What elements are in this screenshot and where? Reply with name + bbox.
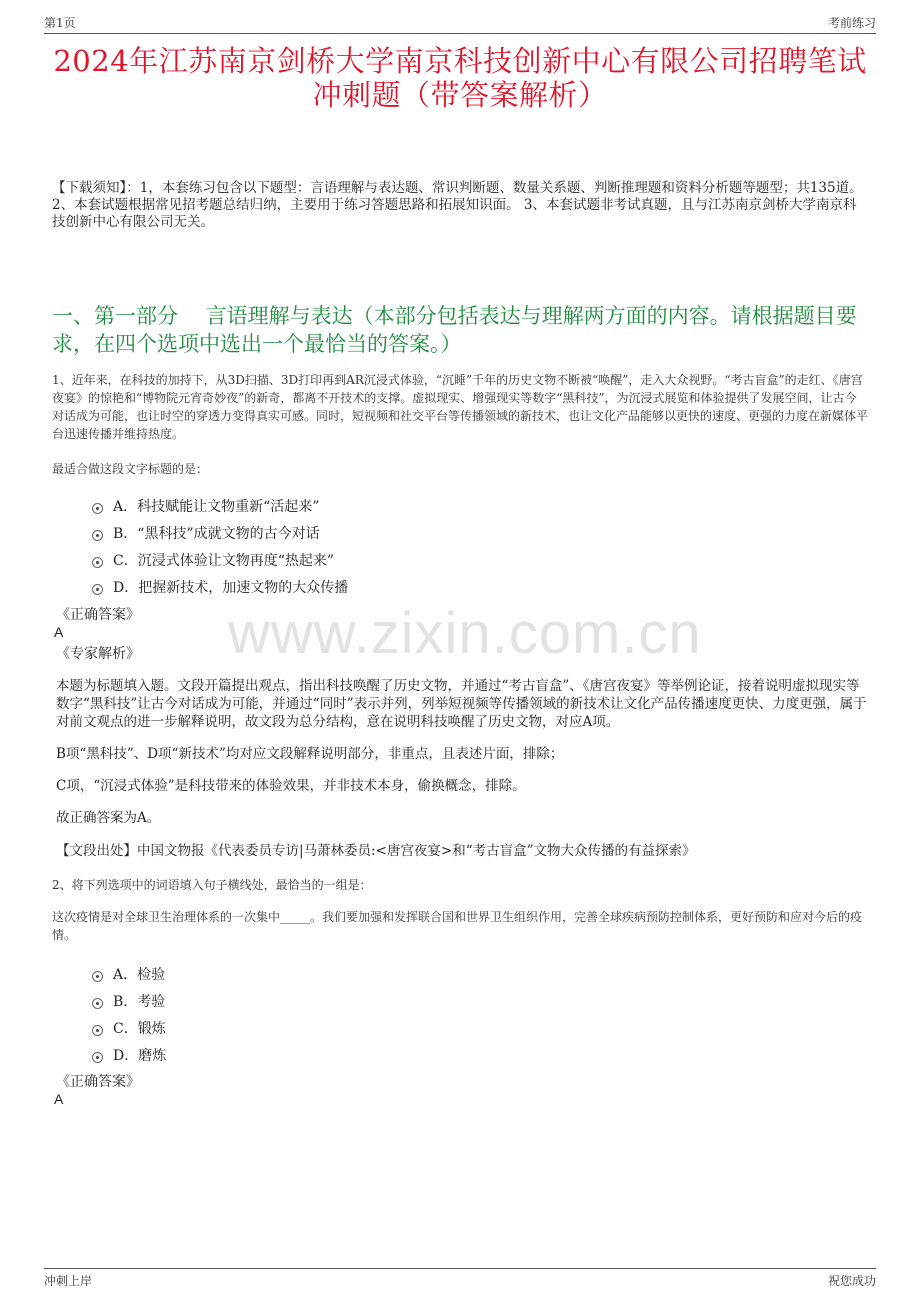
page-header [44, 14, 876, 34]
q2-answer-label: 《正确答案》 [56, 1074, 140, 1090]
q1-option-c[interactable] [92, 546, 348, 573]
radio-icon[interactable] [92, 584, 103, 595]
q2-option-d[interactable] [92, 1041, 166, 1068]
radio-icon[interactable] [92, 998, 103, 1009]
footer-right-text: 祝您成功 [827, 1274, 876, 1288]
option-label: D．磨炼 [113, 1047, 167, 1064]
q2-stem: 2、将下列选项中的词语填入句子横线处，最恰当的一组是： [52, 878, 372, 892]
q2-option-a[interactable] [92, 960, 166, 987]
option-label: B．“黑科技”成就文物的古今对话 [113, 525, 320, 542]
radio-icon[interactable] [92, 971, 103, 982]
q2-answer: A [54, 1091, 64, 1107]
q1-analysis-label: 《专家解析》 [56, 646, 140, 662]
q2-option-c[interactable] [92, 1014, 166, 1041]
radio-icon[interactable] [92, 1025, 103, 1036]
q2-passage: 这次疫情是对全球卫生治理体系的一次集中_____。我们要加强和发挥联合国和世界卫生组织作用，完善全球疾病预防控制体系，更好预防和应对今后的疫情。 [52, 910, 863, 942]
radio-icon[interactable] [92, 530, 103, 541]
page-footer [44, 1268, 876, 1288]
q1-option-d[interactable] [92, 573, 348, 600]
q1-option-a[interactable] [92, 492, 348, 519]
page-number: 第1页 [44, 16, 76, 30]
q1-source: 【文段出处】中国文物报《代表委员专访|马萧林委员:<唐宫夜宴>和“考古盲盒”文物大众传播的有益探索》 [56, 843, 696, 859]
q1-conclusion: 故正确答案为A。 [56, 810, 161, 826]
option-label: D．把握新技术，加速文物的大众传播 [113, 579, 349, 596]
q1-answer: A [54, 624, 64, 640]
option-label: C．锻炼 [113, 1020, 166, 1037]
q1-passage: 1、近年来，在科技的加持下，从3D扫描、3D打印再到AR沉浸式体验，“沉睡”千年的历史文物不断被“唤醒”，走入大众视野。“考古盲盒”的走红、《唐宫夜宴》的惊艳和“博物院元宵奇妙夜”的新奇，都离不开技术的支撑。虚拟现实、增强现实等数字“黑科技”，为沉浸式展览和体验提供了发展空间，让古今对话成为可能，也让时空的穿透力变得真实可感。同时，短视频和社交平台等传播领域的新技术，也让文化产品能够以更快的速度、更强的力度在新媒体平台迅速传播并维持热度。 [52, 373, 869, 441]
q1-analysis-c: C项，“沉浸式体验”是科技带来的体验效果，并非技术本身，偷换概念，排除。 [56, 778, 526, 794]
radio-icon[interactable] [92, 503, 103, 514]
option-label: A．科技赋能让文物重新“活起来” [113, 498, 320, 515]
document-title: 2024年江苏南京剑桥大学南京科技创新中心有限公司招聘笔试冲刺题（带答案解析） [53, 44, 867, 112]
watermark: www.zixin.com.cn [228, 601, 702, 666]
footer-left-text: 冲刺上岸 [44, 1274, 93, 1288]
section-heading: 一、第一部分 言语理解与表达（本部分包括表达与理解两方面的内容。请根据题目要求，在四个选项中选出一个最恰当的答案。） [52, 304, 857, 356]
q1-analysis-b: B项“黑科技”、D项“新技术”均对应文段解释说明部分，非重点，且表述片面，排除； [56, 746, 564, 762]
q1-option-b[interactable] [92, 519, 348, 546]
q1-options [92, 492, 348, 600]
radio-icon[interactable] [92, 557, 103, 568]
option-label: A．检验 [113, 966, 166, 983]
q2-options [92, 960, 166, 1068]
q1-answer-label: 《正确答案》 [56, 607, 140, 623]
download-notice: 【下载须知】：1，本套练习包含以下题型：言语理解与表达题、常识判断题、数量关系题、判断推理题和资料分析题等题型；共135道。 2、本套试题根据常见招考题总结归纳，主要用于练习答题思路和拓展知识面。 3、本套试题非考试真题，且与江苏南京剑桥大学南京科技创新中心有限公司无关。 [52, 180, 863, 230]
option-label: C．沉浸式体验让文物再度“热起来” [113, 552, 335, 569]
radio-icon[interactable] [92, 1052, 103, 1063]
q1-analysis-main: 本题为标题填入题。文段开篇提出观点，指出科技唤醒了历史文物，并通过“考古盲盒”、《唐宫夜宴》等举例论证，接着说明虚拟现实等数字“黑科技”让古今对话成为可能，并通过“同时”表示并列，列举短视频等传播领域的新技术让文化产品传播速度更快、力度更强，属于对前文观点的进一步解释说明，故文段为总分结构，意在说明科技唤醒了历史文物，对应A项。 [56, 678, 867, 730]
header-tag: 考前练习 [827, 16, 876, 30]
q1-stem: 最适合做这段文字标题的是： [52, 462, 209, 476]
q2-option-b[interactable] [92, 987, 166, 1014]
option-label: B．考验 [113, 993, 166, 1010]
